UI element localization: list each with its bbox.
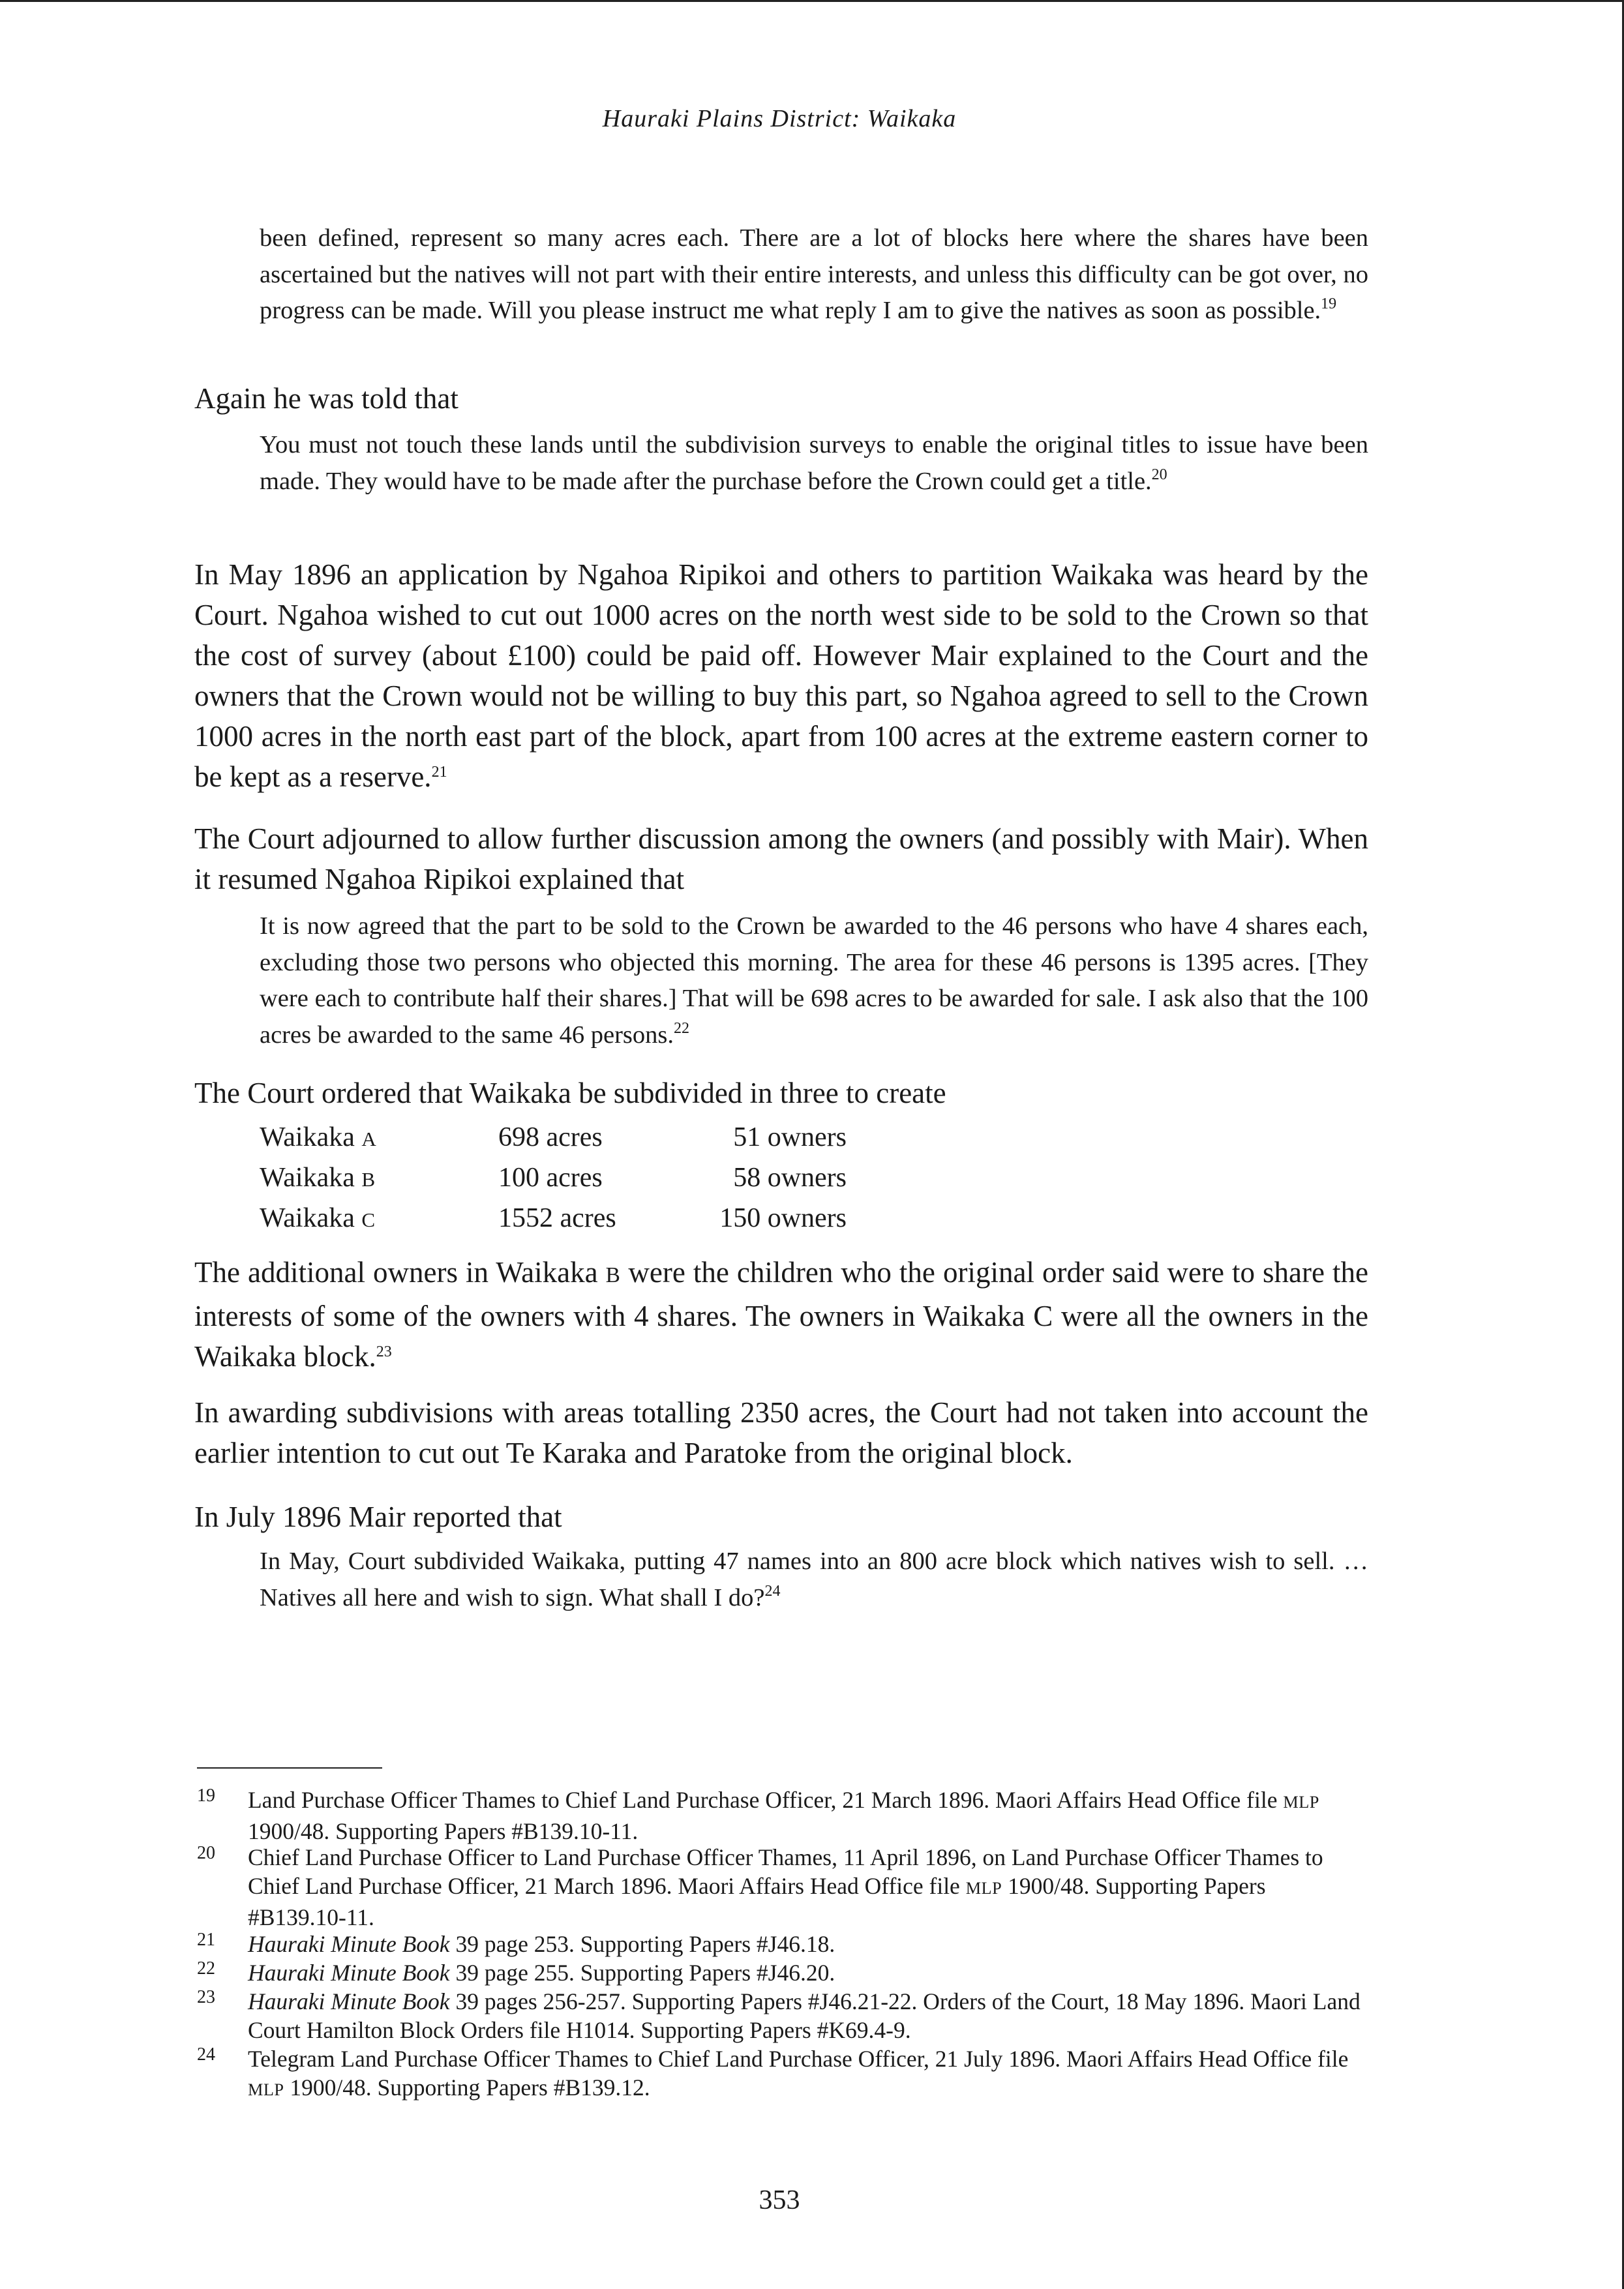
paragraph-text: In July 1896 Mair reported that (194, 1501, 562, 1533)
footnote-text: Land Purchase Officer Thames to Chief Land Purchase Officer, 21 March 1896. Maori Affairs Head Office file MLP 1900/48. Supporting Papers #B139.10-11. (248, 1787, 1319, 1844)
footnote-number: 23 (197, 1987, 215, 2007)
paragraph (194, 1497, 1368, 1537)
block-quote (260, 1544, 1368, 1616)
table-row (260, 1203, 912, 1243)
footnote-number: 24 (197, 2044, 215, 2065)
footnote-text: Hauraki Minute Book 39 page 255. Supporting Papers #J46.20. (248, 1960, 835, 1986)
footnote-ref: 19 (1321, 295, 1337, 312)
paragraph-text: In awarding subdivisions with areas totalling 2350 acres, the Court had not taken into account the earlier intention to cut out Te Karaka and Paratoke from the original block. (194, 1396, 1368, 1469)
paragraph-text: Again he was told that (194, 382, 459, 415)
paragraph (194, 378, 1368, 419)
footnote-text: Chief Land Purchase Officer to Land Purchase Officer Thames, 11 April 1896, on Land Purchase Officer Thames to Chief Land Purchase Officer, 21 March 1896. Maori Affairs Head Office file MLP 1900/48. Supporting Papers #B139.10-11. (248, 1844, 1323, 1930)
subdivision-area: 100 acres (498, 1163, 603, 1193)
footnote-text: Telegram Land Purchase Officer Thames to Chief Land Purchase Officer, 21 July 1896. Maori Affairs Head Office file MLP 1900/48. Supporting Papers #B139.12. (248, 2046, 1349, 2101)
subdivision-area: 698 acres (498, 1122, 603, 1152)
paragraph: The additional owners in Waikaka B were the children who the original order said were to share the interests of some of the owners with 4 shares. The owners in Waikaka C were all the owners in the Waikaka block.$^{23}$ (194, 1256, 1368, 1373)
footnote-ref: 21 (431, 764, 447, 781)
footnote-ref: 24 (764, 1582, 781, 1600)
quote-text: been defined, represent so many acres each. There are a lot of blocks here where the shares have been ascertained but the natives will not part with their entire interests, and unless this difficulty can be got over, no progress can be made. Will you please instruct me what reply I am to give the natives as soon as possible. (260, 224, 1368, 324)
subdivision-table (260, 1122, 912, 1243)
subdivision-owners: 150 owners (719, 1203, 847, 1233)
quote-text: It is now agreed that the part to be sold to the Crown be awarded to the 46 persons who have 4 shares each, excluding those two persons who objected this morning. The area for these 46 persons is 1395 acres. [They were each to contribute half their shares.] That will be 698 acres to be awarded for sale. I ask also that the 100 acres be awarded to the same 46 persons. (260, 912, 1368, 1049)
paragraph (194, 818, 1368, 899)
paragraph-text: The Court adjourned to allow further discussion among the owners (and possibly with Mair). When it resumed Ngahoa Ripikoi explained that (194, 822, 1368, 895)
footnote-ref: 23 (376, 1343, 392, 1360)
table-row (260, 1162, 912, 1203)
footnote-number: 22 (197, 1958, 215, 1979)
subdivision-owners: 51 owners (733, 1122, 847, 1152)
paragraph (194, 1073, 1368, 1113)
footnote-text: Hauraki Minute Book 39 page 253. Supporting Papers #J46.18. (248, 1931, 835, 1957)
table-row (260, 1122, 912, 1162)
paragraph-text: In May 1896 an application by Ngahoa Ripikoi and others to partition Waikaka was heard by the Court. Ngahoa wished to cut out 1000 acres on the north west side to be sold to the Crown so that the cost of survey (about £100) could be paid off. However Mair explained to the Court and the owners that the Crown would not be willing to buy this part, so Ngahoa agreed to sell to the Crown 1000 acres in the north east part of the block, apart from 100 acres at the extreme eastern corner to be kept as a reserve. (194, 558, 1368, 793)
subdivision-letter: B (605, 1263, 621, 1287)
page-top-edge (0, 0, 1624, 2)
quote-text: In May, Court subdivided Waikaka, putting 47 names into an 800 acre block which natives wish to sell. … Natives all here and wish to sign. What shall I do? (260, 1548, 1368, 1611)
block-quote (260, 220, 1368, 329)
block-quote (260, 908, 1368, 1053)
quote-text: You must not touch these lands until the subdivision surveys to enable the original titles to issue have been made. They would have to be made after the purchase before the Crown could get a title. (260, 431, 1368, 495)
paragraph (194, 1392, 1368, 1473)
footnote-number: 21 (197, 1930, 215, 1950)
subdivision-name: Waikaka B (260, 1163, 376, 1193)
footnote-rule (197, 1767, 382, 1769)
footnote-number: 20 (197, 1843, 215, 1863)
subdivision-name: Waikaka C (260, 1203, 376, 1233)
footnote-text: Hauraki Minute Book 39 pages 256-257. Supporting Papers #J46.21-22. Orders of the Court, 18 May 1896. Maori Land Court Hamilton Block Orders file H1014. Supporting Papers #K69.4-9. (248, 1988, 1361, 2043)
paragraph-text: The Court ordered that Waikaka be subdivided in three to create (194, 1077, 946, 1109)
paragraph (194, 554, 1368, 797)
block-quote (260, 427, 1368, 500)
running-head: Hauraki Plains District: Waikaka (602, 105, 957, 132)
subdivision-name: Waikaka A (260, 1122, 377, 1152)
page-number: 353 (759, 2185, 800, 2215)
footnote-number: 19 (197, 1786, 215, 1806)
subdivision-area: 1552 acres (498, 1203, 616, 1233)
footnote-ref: 22 (674, 1019, 690, 1037)
footnote-ref: 20 (1151, 466, 1167, 483)
subdivision-owners: 58 owners (733, 1163, 847, 1193)
